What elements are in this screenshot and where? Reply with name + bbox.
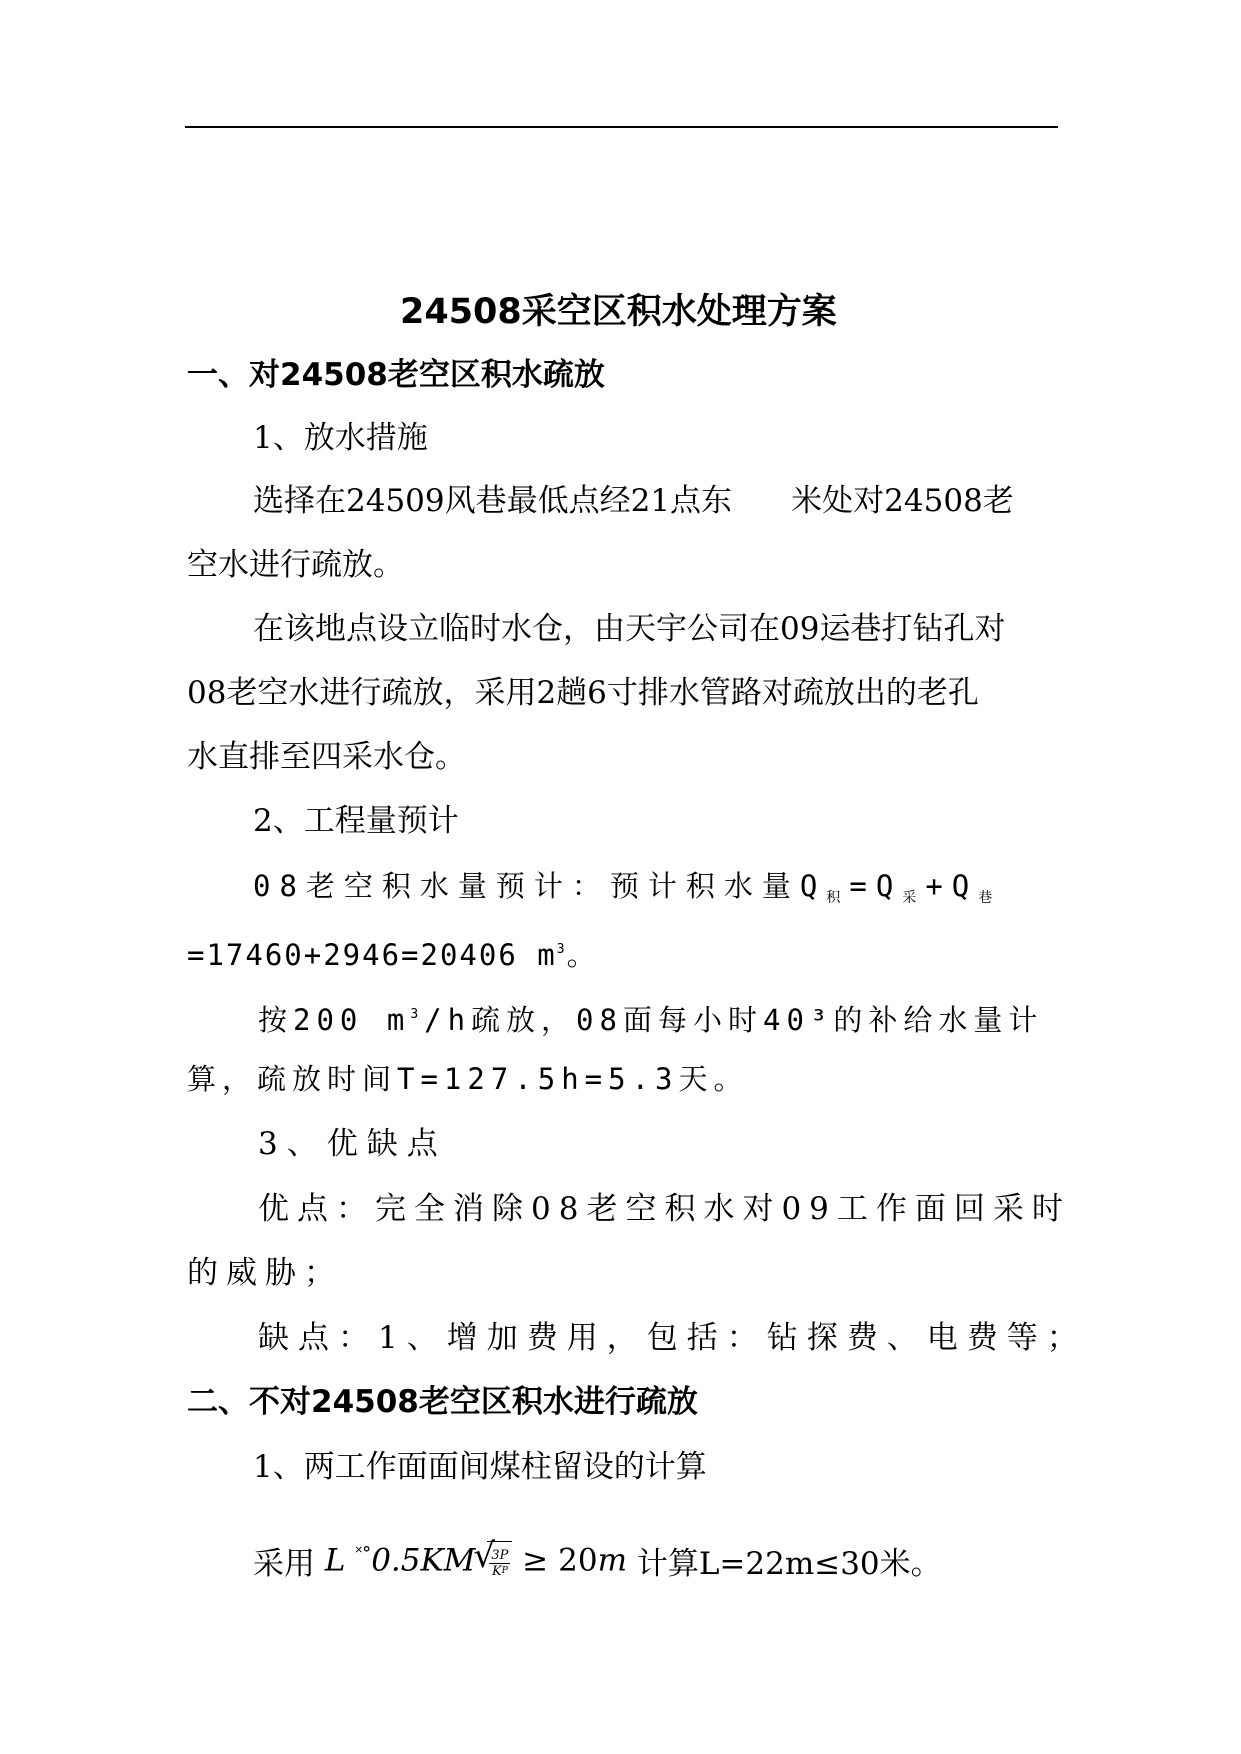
drainage-rate-line-1 <box>258 995 1043 1040</box>
subscript-ji: 积 <box>826 890 850 906</box>
item-1-3-label: 3、优缺点 <box>258 1126 447 1162</box>
formula-body: 0.5KM <box>371 1542 476 1579</box>
paragraph-2-line-3: 水直排至四采水仓。 <box>187 739 466 775</box>
subscript-cai: 采 <box>902 890 926 906</box>
fraction-denominator <box>489 1564 510 1579</box>
document-title: 24508采空区积水处理方案 <box>400 292 837 332</box>
water-volume-result <box>187 930 598 975</box>
pros-line-2: 的威胁； <box>187 1255 343 1291</box>
paragraph-1-line-2: 空水进行疏放。 <box>187 547 404 583</box>
formula-ge: ≥ 20 <box>522 1542 598 1579</box>
formula-prefix: 08老空积水量预计：预计积水量Q <box>253 869 827 903</box>
pros-line-1: 优点：完全消除08老空积水对09工作面回采时 <box>258 1191 1071 1227</box>
header-rule <box>185 126 1058 128</box>
item-1-1-label: 1、放水措施 <box>253 420 428 456</box>
paragraph-2-line-1: 在该地点设立临时水仓，由天宇公司在09运巷打钻孔对 <box>253 611 1006 647</box>
result-end: 。 <box>566 938 598 972</box>
denominator-sub-p: P <box>501 1566 508 1576</box>
paragraph-2-line-2: 08老空水进行疏放，采用2趟6寸排水管路对疏放出的老孔 <box>187 675 979 711</box>
formula-prefix-text: 采用 <box>253 1546 315 1582</box>
rate-sup: 3 <box>410 1007 425 1022</box>
formula-plus-q: +Q <box>925 869 979 903</box>
paragraph-1-line-1: 选择在24509风巷最低点经21点东 米处对24508老 <box>253 483 1014 519</box>
cons-line-1: 缺点：1、增加费用，包括：钻探费、电费等； <box>258 1320 1087 1356</box>
formula-symbol: ˟° <box>355 1543 372 1564</box>
formula-l: L <box>324 1542 346 1579</box>
drainage-rate-line-2: 算，疏放时间T=127.5h=5.3天。 <box>187 1062 749 1096</box>
section-2-heading: 二、不对24508老空区积水进行疏放 <box>187 1384 698 1420</box>
item-2-1-label: 1、两工作面面间煤柱留设的计算 <box>253 1449 707 1485</box>
result-value: =17460+2946=20406 m <box>187 938 557 972</box>
denominator-k: K <box>492 1564 502 1579</box>
water-volume-formula <box>253 866 1001 918</box>
result-unit-sup: 3 <box>556 942 567 957</box>
fraction-numerator: √ 3P <box>491 1548 509 1563</box>
formula-m: m <box>597 1542 627 1579</box>
fraction <box>489 1548 510 1579</box>
rate-rest: /h疏放，08面每小时40³的补给水量计 <box>424 1003 1044 1037</box>
pillar-width-formula <box>253 1538 942 1598</box>
formula-eq-q: =Q <box>849 869 903 903</box>
rate-prefix: 按200 m <box>258 1003 411 1037</box>
formula-suffix: 计算L=22m≤30米。 <box>636 1546 942 1582</box>
item-1-2-label: 2、工程量预计 <box>253 803 459 839</box>
section-1-heading: 一、对24508老空区积水疏放 <box>187 357 605 393</box>
subscript-xiang: 巷 <box>978 890 1002 906</box>
square-root <box>487 1541 512 1580</box>
